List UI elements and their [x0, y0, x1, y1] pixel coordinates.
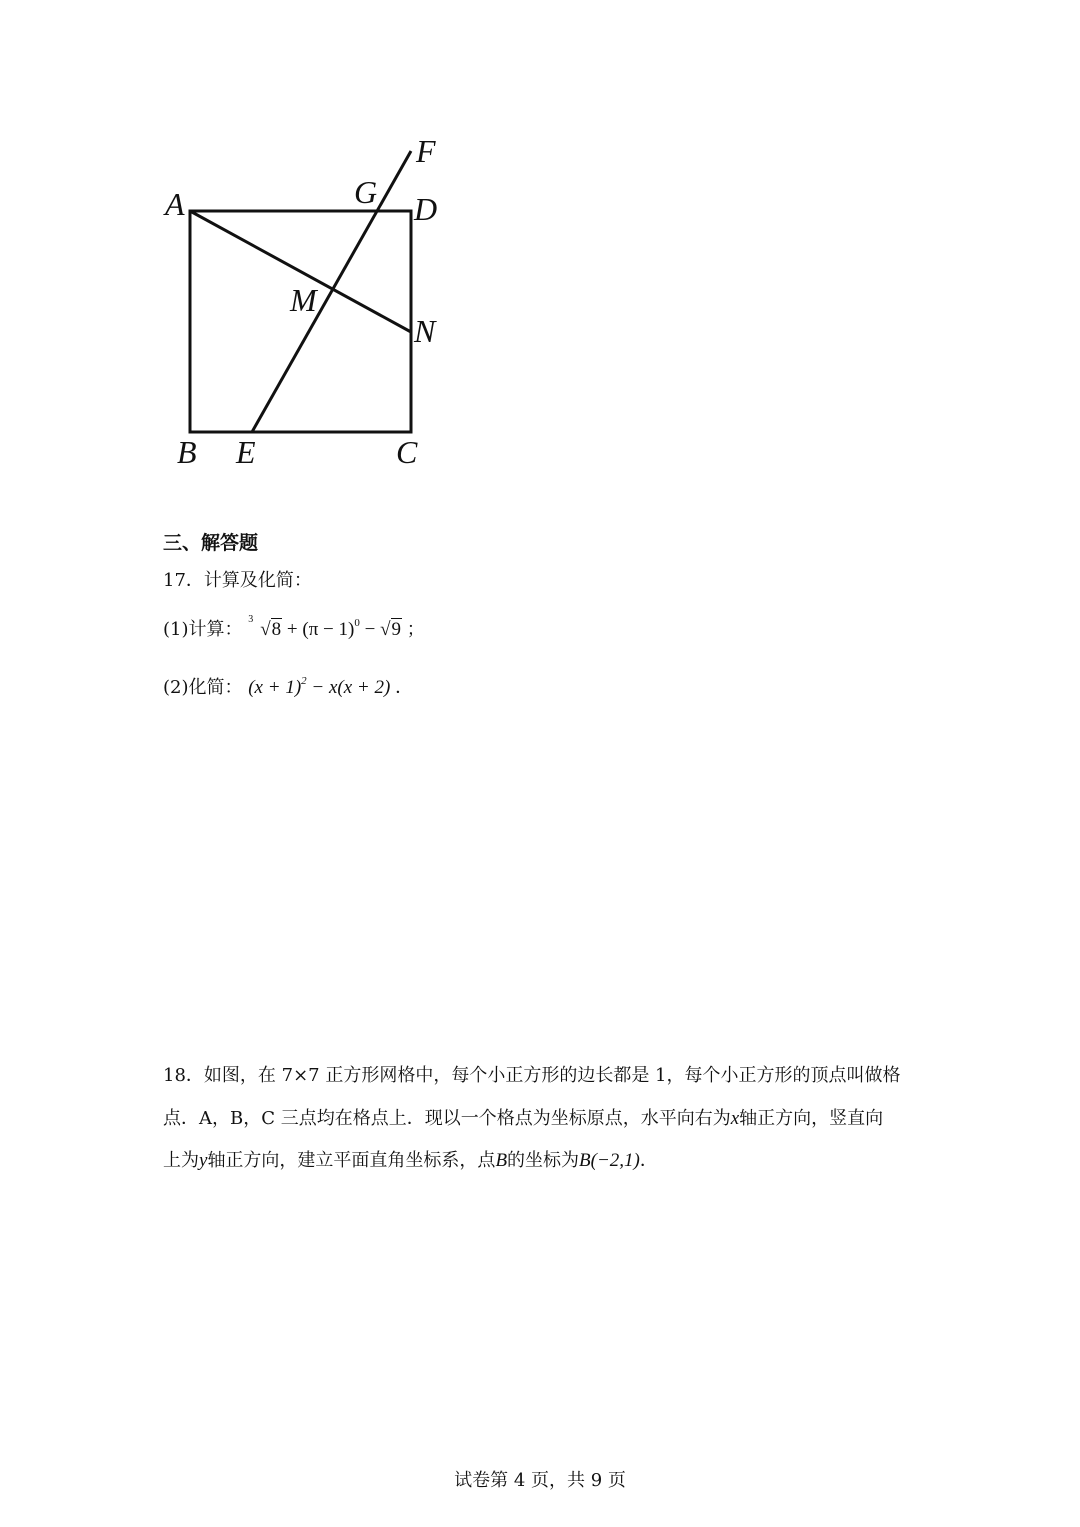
- q18-line2-b: 轴正方向，竖直向: [739, 1108, 884, 1129]
- label-f: F: [416, 133, 436, 169]
- square-abcd: [190, 211, 411, 432]
- q18-b-var: B: [495, 1150, 508, 1171]
- q17-part2-exp: 2: [301, 675, 307, 687]
- label-b: B: [177, 434, 197, 470]
- q17-part1-mid: + (π − 1): [286, 619, 355, 640]
- q17-part1: [163, 615, 425, 641]
- q17-part1-end: ；: [406, 619, 425, 640]
- q17-part1-minus: −: [364, 619, 376, 640]
- q18-line2: [163, 1104, 883, 1130]
- label-e: E: [236, 434, 256, 470]
- segment-ef: [252, 151, 411, 432]
- label-d: D: [414, 191, 438, 227]
- q18-coordinate: B(−2,1): [579, 1150, 640, 1171]
- q18-y-var: y: [199, 1150, 208, 1171]
- q17-part2: [163, 673, 413, 699]
- q17-part2-label: (2)化简：: [163, 677, 243, 698]
- label-c: C: [396, 434, 418, 470]
- q17-number: 17．: [163, 570, 204, 591]
- geometry-figure: [160, 130, 460, 480]
- q17-part2-a: (x + 1): [248, 677, 302, 698]
- square-diagram: [160, 130, 460, 480]
- cube-root-index: 3: [248, 614, 254, 625]
- q18-line1: 18．如图，在 7×7 正方形网格中，每个小正方形的边长都是 1，每个小正方形的顶点叫做格: [163, 1065, 901, 1086]
- q18-line3-end: ．: [639, 1150, 658, 1171]
- cube-root-arg: 8: [271, 619, 282, 640]
- square-root-arg: 9: [391, 619, 402, 640]
- q17-part2-end: ．: [395, 677, 414, 698]
- q17-part1-exp: 0: [354, 617, 360, 629]
- q17-part2-b: − x(x + 2): [311, 677, 391, 698]
- label-m: M: [290, 282, 317, 318]
- q17-text: 计算及化简：: [203, 570, 312, 591]
- q18-line3-b: 轴正方向，建立平面直角坐标系，点: [207, 1150, 496, 1171]
- q18-line3-a: 上为: [163, 1150, 199, 1171]
- label-a: A: [165, 186, 185, 222]
- cube-root: 3 √8: [248, 614, 282, 640]
- q17-part1-label: (1)计算：: [163, 619, 243, 640]
- section-title: 三、解答题: [163, 532, 259, 554]
- q18-line2-a: 点．A，B，C 三点均在格点上．现以一个格点为坐标原点，水平向右为: [163, 1108, 731, 1129]
- page-footer: 试卷第 4 页，共 9 页: [454, 1470, 626, 1491]
- q18-line3: [163, 1146, 658, 1172]
- q18-x-var: x: [730, 1108, 740, 1129]
- label-n: N: [414, 313, 436, 349]
- q18-line3-c: 的坐标为: [507, 1150, 580, 1171]
- q17-part2-expression: [248, 677, 395, 698]
- label-g: G: [354, 174, 378, 210]
- q17-part1-expression: 3 $√8 + (\pi - 1)^0 - √9$: [248, 614, 402, 640]
- q17-heading: [163, 566, 312, 592]
